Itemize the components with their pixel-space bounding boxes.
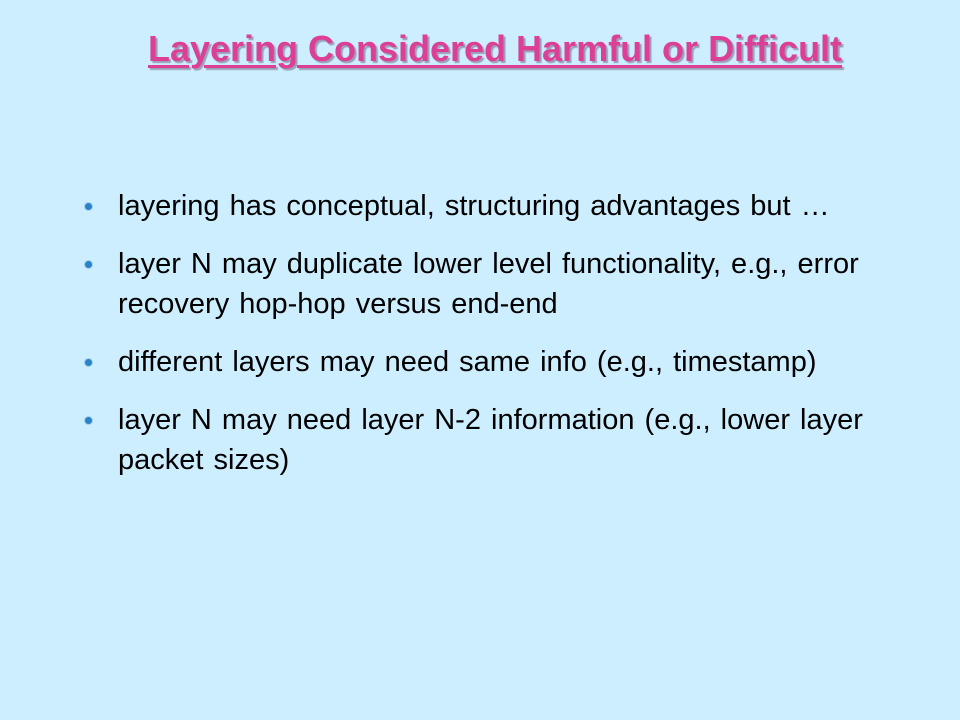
slide-title: Layering Considered Harmful or Difficult <box>147 28 843 69</box>
bullet-item <box>80 400 920 480</box>
bullet-text: layering has conceptual, structuring advantages but … <box>118 190 830 222</box>
bullet-item <box>80 186 920 226</box>
bullet-item <box>80 244 920 324</box>
bullet-item <box>80 342 920 382</box>
bullet-dot-icon <box>85 359 92 366</box>
bullet-text: layer N may need layer N-2 information (e.g., lower layer packet sizes) <box>118 404 863 476</box>
bullet-dot-icon <box>85 203 92 210</box>
bullet-dot-icon <box>85 261 92 268</box>
bullet-text: different layers may need same info (e.g., timestamp) <box>118 346 817 378</box>
bullet-list <box>80 186 920 498</box>
bullet-text: layer N may duplicate lower level functionality, e.g., error recovery hop-hop versus end-end <box>118 248 859 320</box>
bullet-dot-icon <box>85 417 92 424</box>
